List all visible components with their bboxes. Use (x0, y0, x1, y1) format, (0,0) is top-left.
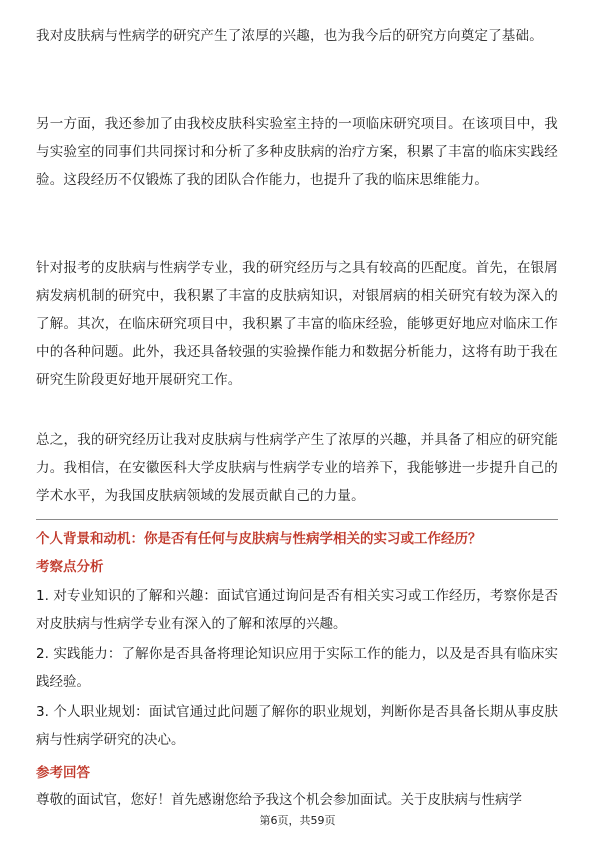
section-divider (36, 519, 558, 520)
page-number: 第6页，共59页 (259, 814, 336, 827)
paragraph-research-interest: 我对皮肤病与性病学的研究产生了浓厚的兴趣，也为我今后的研究方向奠定了基础。 (36, 28, 543, 44)
answer-heading: 参考回答 (36, 765, 90, 781)
paragraph-conclusion: 总之，我的研究经历让我对皮肤病与性病学产生了浓厚的兴趣，并具备了相应的研究能力。我相信，在安徽医科大学皮肤病与性病学专业的培养下，我能够进一步提升自己的学术水平，为我国皮肤病领域的发展贡献自己的力量。 (36, 432, 558, 504)
analysis-item: 2. 实践能力：了解你是否具备将理论知识应用于实际工作的能力，以及是否具有临床实践经验。 (36, 646, 558, 690)
paragraph-clinical-project: 另一方面，我还参加了由我校皮肤科实验室主持的一项临床研究项目。在该项目中，我与实验室的同事们共同探讨和分析了多种皮肤病的治疗方案，积累了丰富的临床实践经验。这段经历不仅锻炼了我的团队合作能力，也提升了我的临床思维能力。 (36, 116, 558, 188)
analysis-item: 1. 对专业知识的了解和兴趣：面试官通过询问是否有相关实习或工作经历，考察你是否对皮肤病与性病学专业有深入的了解和浓厚的兴趣。 (36, 588, 558, 632)
paragraph-major-match: 针对报考的皮肤病与性病学专业，我的研究经历与之具有较高的匹配度。首先，在银屑病发病机制的研究中，我积累了丰富的皮肤病知识，对银屑病的相关研究有较为深入的了解。其次，在临床研究项目中，我积累了丰富的临床经验，能够更好地应对临床工作中的各种问题。此外，我还具备较强的实验操作能力和数据分析能力，这将有助于我在研究生阶段更好地开展研究工作。 (36, 260, 558, 388)
analysis-heading: 考察点分析 (36, 559, 104, 575)
interview-question: 个人背景和动机：你是否有任何与皮肤病与性病学相关的实习或工作经历？ (36, 531, 482, 547)
answer-text: 尊敬的面试官，您好！首先感谢您给予我这个机会参加面试。关于皮肤病与性病学 (36, 792, 522, 808)
analysis-item: 3. 个人职业规划：面试官通过此问题了解你的职业规划，判断你是否具备长期从事皮肤病与性病学研究的决心。 (36, 704, 558, 748)
